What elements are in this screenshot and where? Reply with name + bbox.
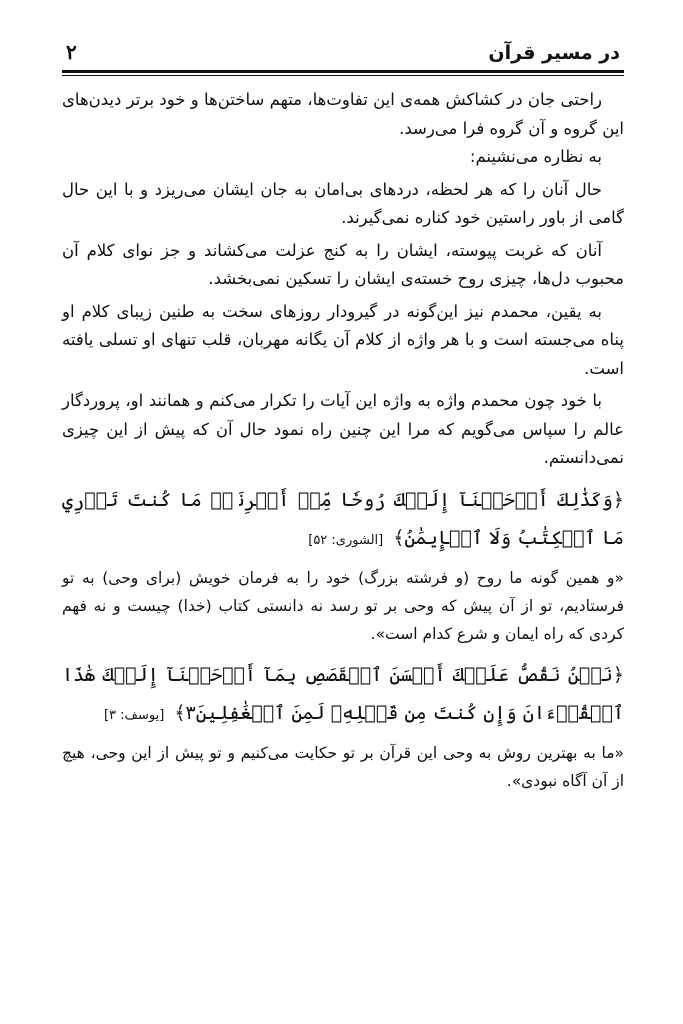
running-title: در مسیر قرآن — [488, 42, 620, 64]
verse-reference: [الشوری: ۵۲] — [308, 532, 384, 548]
verse-text: ﴿نَحۡنُ نَقُصُّ عَلَيۡكَ أَحۡسَنَ ٱلۡقَصَصِ بِمَآ أَوۡحَيۡنَآ إِلَيۡكَ هَٰذَا ٱلۡقُرۡءَانَ وَإِن كُنتَ مِن قَبۡلِهِۦ لَمِنَ ٱلۡغَٰفِلِينَ٣﴾ — [62, 663, 624, 724]
quran-verse — [62, 656, 624, 735]
header-rule-thin — [62, 75, 624, 76]
paragraph: به نظاره می‌نشینم: — [469, 147, 602, 166]
paragraph: به یقین، محمدم نیز این‌گونه در گیرودار روزهای سخت به طنین زیبای کلام او پناه می‌جسته است و با هر واژه از کلام آن یگانه مهربان، قلب تنهای او تسلی یافته است. — [62, 301, 624, 378]
page-header — [62, 30, 624, 64]
header-rule-thick — [62, 70, 624, 73]
verse-text: ﴿وَكَذَٰلِكَ أَوۡحَيۡنَآ إِلَيۡكَ رُوحٗا مِّنۡ أَمۡرِنَاۚ مَا كُنتَ تَدۡرِي مَا ٱلۡكِتَٰبُ وَلَا ٱلۡإِيمَٰنُ﴾ — [62, 488, 624, 549]
page-body — [62, 86, 624, 795]
paragraph: آنان که غربت پیوسته، ایشان را به کنج عزلت می‌کشاند و جز نوای کلام آن محبوب دل‌ها، چیزی روح خسته‌ی ایشان را تسکین نمی‌بخشد. — [62, 240, 624, 288]
paragraph: راحتی جان در کشاکش همه‌ی این تفاوت‌ها، متهم ساختن‌ها و خود برتر دیدن‌های این گروه و آن گروه فرا می‌رسد. — [62, 90, 624, 138]
verse-reference: [یوسف: ۳] — [103, 707, 165, 723]
verse-translation: «و همین گونه ما روح (و فرشته بزرگ) خود را به فرمان خویش (برای وحی) به تو فرستادیم، تو از آن پیش که وحی بر تو رسد نه دانستی کتاب (خدا) چیست و نه فهم کردی که راه ایمان و شرع کدام است». — [62, 568, 624, 643]
verse-translation: «ما به بهترین روش به وحی این قرآن بر تو حکایت می‌کنیم و تو پیش از این وحی، هیچ از آن آگاه نبودی». — [62, 743, 624, 790]
paragraph: حال آنان را که هر لحظه، دردهای بی‌امان به جان ایشان می‌ریزد و با این حال گامی از باور راستین خود کناره نمی‌گیرند. — [62, 179, 624, 227]
paragraph: با خود چون محمدم واژه به واژه این آیات را تکرار می‌کنم و همانند او، پروردگار عالم را سپاس می‌گویم که مرا این چنین راه نمود حال آن که پیش از این چیزی نمی‌دانستم. — [62, 391, 624, 467]
quran-verse — [62, 481, 624, 560]
book-page — [62, 30, 624, 795]
page-number: ۲ — [66, 40, 77, 64]
